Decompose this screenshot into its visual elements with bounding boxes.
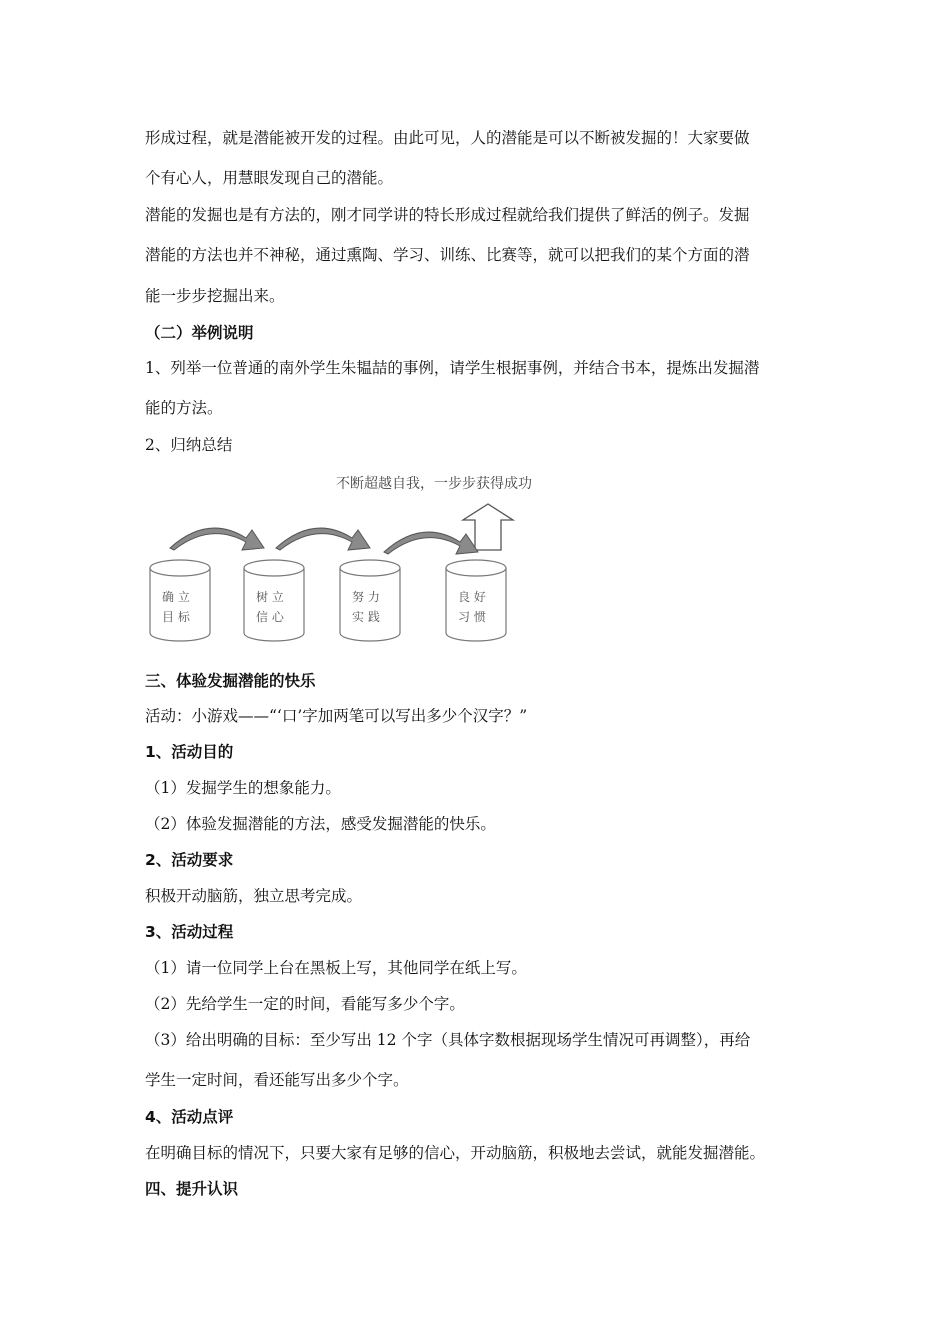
purpose-heading: 1、活动目的 [145,743,234,761]
step-label-line2: 目 标 [162,610,190,624]
activity-intro: 活动：小游戏——“‘口’字加两笔可以写出多少个汉字？” [145,707,528,725]
cylinder-step-4 [446,560,506,641]
step-label-line2: 实 践 [352,610,380,624]
section-heading-examples: （二）举例说明 [145,324,254,342]
review-text: 在明确目标的情况下，只要大家有足够的信心，开动脑筋，积极地去尝试，就能发掘潜能。 [145,1144,766,1162]
step-label-line1: 努 力 [352,590,380,604]
list-item-1-line1: 1、列举一位普通的南外学生朱韫喆的事例，请学生根据事例，并结合书本，提炼出发掘潜 [145,359,760,377]
paragraph-line: 个有心人，用慧眼发现自己的潜能。 [145,169,394,187]
diagram-title: 不断超越自我，一步步获得成功 [336,476,532,492]
paragraph-line: 潜能的方法也并不神秘，通过熏陶、学习、训练、比赛等，就可以把我们的某个方面的潜 [145,246,750,264]
list-item-1-line2: 能的方法。 [145,399,223,417]
paragraph-line: 能一步步挖掘出来。 [145,287,285,305]
purpose-item-1: （1）发掘学生的想象能力。 [145,779,341,797]
curved-arrow-icon [170,528,264,550]
step-label-line1: 确 立 [162,590,190,604]
purpose-item-2: （2）体验发掘潜能的方法，感受发掘潜能的快乐。 [145,815,496,833]
diagram-svg [140,468,560,648]
section-heading-3: 三、体验发掘潜能的快乐 [145,672,316,690]
cylinder-step-1 [150,560,210,641]
curved-arrow-icon [276,528,370,550]
process-item-2: （2）先给学生一定的时间，看能写多少个字。 [145,995,465,1013]
process-item-3-line1: （3）给出明确的目标：至少写出 12 个字（具体字数根据现场学生情况可再调整），再给 [145,1031,751,1049]
process-item-3-line2: 学生一定时间，看还能写出多少个字。 [145,1071,409,1089]
section-heading-4: 四、提升认识 [145,1180,239,1198]
paragraph-line: 形成过程，就是潜能被开发的过程。由此可见，人的潜能是可以不断被发掘的！大家要做 [145,129,750,147]
cylinder-step-3 [340,560,400,641]
requirement-text: 积极开动脑筋，独立思考完成。 [145,887,363,905]
success-steps-diagram [140,468,560,648]
review-heading: 4、活动点评 [145,1108,234,1126]
step-label-line2: 信 心 [256,610,284,624]
process-item-1: （1）请一位同学上台在黑板上写，其他同学在纸上写。 [145,959,527,977]
process-heading: 3、活动过程 [145,923,234,941]
curved-arrow-icon [384,532,478,554]
step-label-line1: 良 好 [458,590,486,604]
step-label-line2: 习 惯 [458,610,486,624]
requirement-heading: 2、活动要求 [145,851,234,869]
step-label-line1: 树 立 [256,590,284,604]
cylinder-step-2 [244,560,304,641]
list-item-2: 2、归纳总结 [145,436,233,454]
paragraph-line: 潜能的发掘也是有方法的，刚才同学讲的特长形成过程就给我们提供了鲜活的例子。发掘 [145,206,750,224]
